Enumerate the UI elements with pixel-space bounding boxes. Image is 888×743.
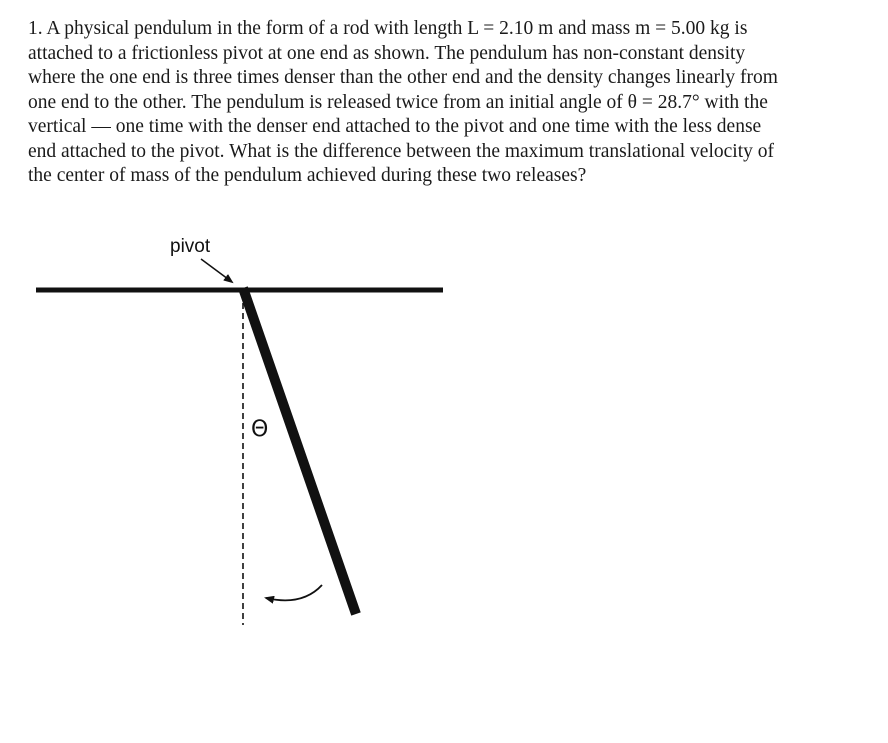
problem-line-5: vertical — one time with the denser end attached to the pivot and one time with the less dense — [28, 116, 762, 137]
pendulum-rod — [243, 288, 356, 614]
pivot-pointer-arrow — [201, 259, 232, 282]
swing-direction-arrow — [266, 585, 322, 600]
problem-line-2: attached to a frictionless pivot at one end as shown. The pendulum has non-constant density — [28, 42, 746, 64]
pivot-label: pivot — [170, 236, 211, 257]
problem-line-6: end attached to the pivot. What is the difference between the maximum translational velocity of — [28, 140, 774, 162]
theta-label: Θ — [251, 417, 269, 442]
problem-line-3: where the one end is three times denser than the other end and the density changes linearly from — [28, 67, 778, 88]
problem-line-1: 1. A physical pendulum in the form of a rod with length L = 2.10 m and mass m = 5.00 kg is — [28, 18, 748, 39]
problem-line-7: the center of mass of the pendulum achieved during these two releases? — [28, 165, 587, 186]
problem-line-4: one end to the other. The pendulum is released twice from an initial angle of θ = 28.7° with the — [28, 91, 768, 113]
